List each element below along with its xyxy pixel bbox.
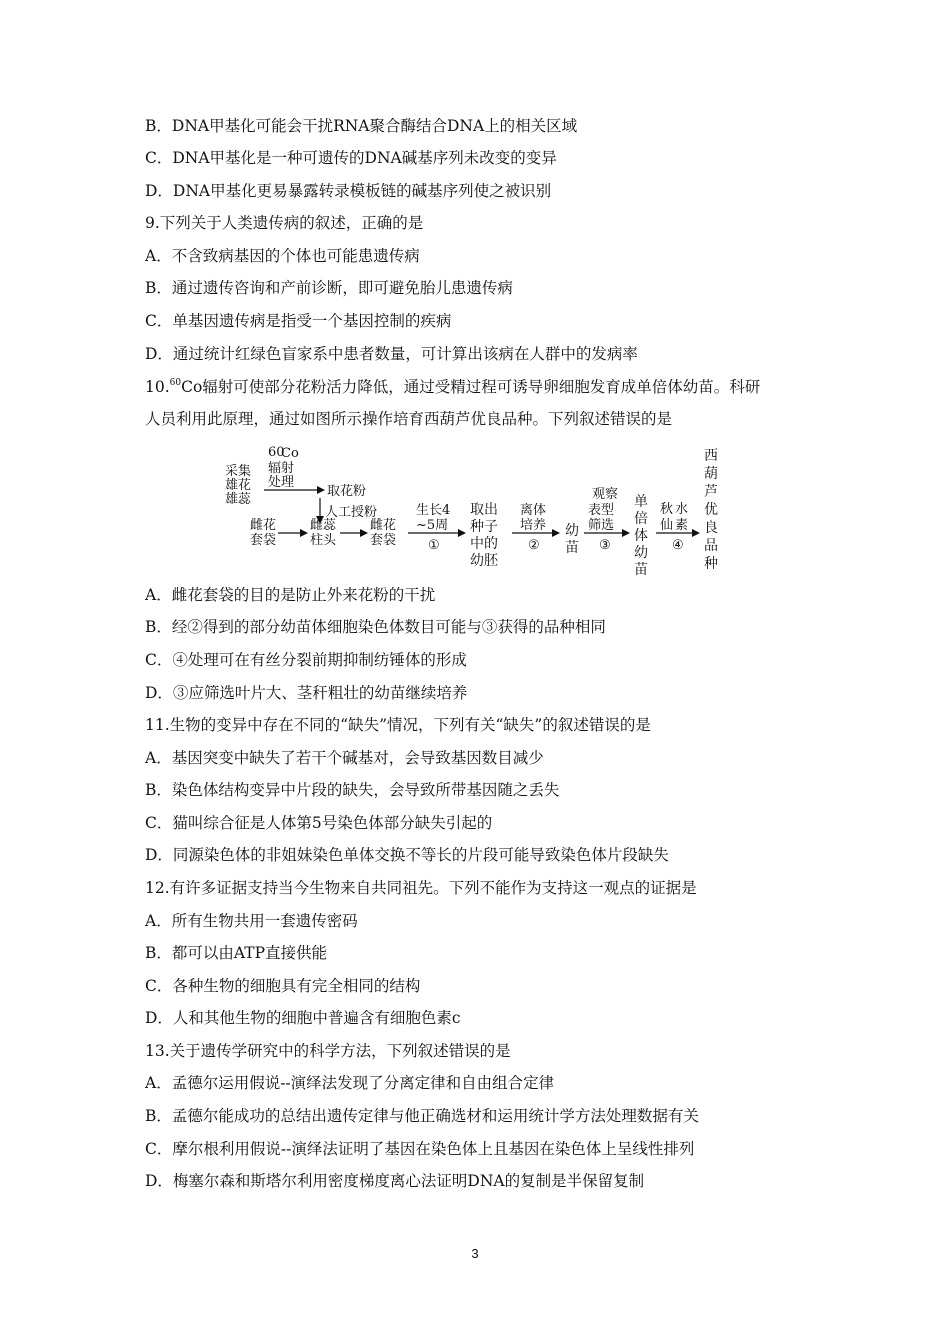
step1-c: ① — [428, 538, 440, 553]
q9-option-b: B．通过遗传咨询和产前诊断，即可避免胎儿患遗传病 — [145, 279, 513, 297]
dan-2: 倍 — [634, 511, 648, 527]
step3-a: 观察 — [592, 487, 619, 502]
q10-option-a: A．雌花套袋的目的是防止外来花粉的干扰 — [145, 586, 436, 604]
step4-e: ④ — [672, 538, 684, 553]
q9-option-d: D．通过统计红绿色盲家系中患者数量，可计算出该病在人群中的发病率 — [145, 345, 638, 363]
q8-option-c: C．DNA甲基化是一种可遗传的DNA碱基序列未改变的变异 — [145, 149, 557, 167]
step4-c: 仙 — [660, 518, 674, 533]
q10-option-b: B．经②得到的部分幼苗体细胞染色体数目可能与③获得的品种相同 — [145, 618, 606, 636]
arrow-head — [552, 529, 560, 537]
xi-4: 优 — [704, 502, 718, 518]
breeding-flow-diagram — [220, 440, 740, 585]
q9-stem: 9.下列关于人类遗传病的叙述，正确的是 — [145, 214, 424, 232]
chuli-label: 处理 — [268, 475, 295, 490]
page-number: 3 — [471, 1246, 479, 1261]
youmiao-2: 苗 — [565, 540, 579, 556]
q12-option-d: D．人和其他生物的细胞中普遍含有细胞色素c — [145, 1009, 461, 1027]
arrow-head — [300, 529, 308, 537]
arrow-head — [317, 486, 325, 494]
arrow-head — [622, 529, 630, 537]
q9-option-c: C．单基因遗传病是指受一个基因控制的疾病 — [145, 312, 452, 330]
caiji-label-3: 雄蕊 — [225, 492, 252, 507]
q8-option-b: B．DNA甲基化可能会干扰RNA聚合酶结合DNA上的相关区域 — [145, 117, 578, 135]
step3-c: 筛选 — [588, 518, 615, 533]
dan-1: 单 — [634, 494, 648, 510]
sup-60: 60 — [268, 445, 285, 460]
dan-5: 苗 — [634, 562, 648, 578]
q11-option-b: B．染色体结构变异中片段的缺失，会导致所带基因随之丢失 — [145, 781, 560, 799]
q11-option-c: C．猫叫综合征是人体第5号染色体部分缺失引起的 — [145, 814, 493, 832]
q10-option-c: C．④处理可在有丝分裂前期抑制纺锤体的形成 — [145, 651, 467, 669]
cirui-2: 柱头 — [310, 533, 337, 548]
xi-5: 良 — [704, 520, 718, 536]
caiji-label-2: 雄花 — [225, 478, 252, 493]
cihua-1b: 套袋 — [250, 533, 277, 548]
step1-b: ~5周 — [416, 518, 449, 533]
q13-stem: 13.关于遗传学研究中的科学方法，下列叙述错误的是 — [145, 1042, 511, 1060]
xi-2: 葫 — [704, 466, 718, 482]
q10-option-d: D．③应筛选叶片大、茎秆粗壮的幼苗继续培养 — [145, 684, 468, 702]
q11-stem: 11.生物的变异中存在不同的“缺失”情况，下列有关“缺失”的叙述错误的是 — [145, 716, 651, 734]
q11-option-a: A．基因突变中缺失了若干个碱基对，会导致基因数目减少 — [145, 749, 544, 767]
step2-a: 离体 — [520, 503, 547, 518]
dan-4: 幼 — [634, 545, 648, 561]
step2-c: ② — [528, 538, 540, 553]
q10-stem: 10.60Co辐射可使部分花粉活力降低，通过受精过程可诱导卵细胞发育成单倍体幼苗。科研 — [145, 378, 761, 396]
q13-option-b: B．孟德尔能成功的总结出遗传定律与他正确选材和运用统计学方法处理数据有关 — [145, 1107, 699, 1125]
arrow-head — [360, 529, 368, 537]
caiji-label-1: 采集 — [225, 464, 252, 479]
step3-d: ③ — [599, 538, 611, 553]
cirui-1: 雌蕊 — [310, 518, 337, 533]
cihua-2b: 套袋 — [370, 533, 397, 548]
arrow-head — [692, 529, 700, 537]
q12-option-b: B．都可以由ATP直接供能 — [145, 944, 328, 962]
q11-option-d: D．同源染色体的非姐妹染色单体交换不等长的片段可能导致染色体片段缺失 — [145, 846, 669, 864]
step2-b: 培养 — [520, 518, 547, 533]
quchu-1: 取出 — [470, 502, 498, 518]
fushe-label: 辐射 — [268, 461, 295, 476]
q10-stem-cont: 人员利用此原理，通过如图所示操作培育西葫芦优良品种。下列叙述错误的是 — [145, 410, 673, 428]
step3-b: 表型 — [588, 503, 615, 518]
step4-a: 水 — [675, 502, 689, 517]
cihua-2a: 雌花 — [370, 518, 397, 533]
xi-1: 西 — [704, 448, 718, 464]
cihua-1a: 雌花 — [250, 518, 277, 533]
q8-option-d: D．DNA甲基化更易暴露转录模板链的碱基序列使之被识别 — [145, 182, 552, 200]
xi-7: 种 — [704, 556, 718, 572]
quchu-3: 中的 — [470, 536, 498, 552]
xi-6: 品 — [704, 538, 718, 554]
quchu-4: 幼胚 — [470, 553, 498, 569]
step4-d: 素 — [675, 518, 689, 533]
q13-option-d: D．梅塞尔森和斯塔尔利用密度梯度离心法证明DNA的复制是半保留复制 — [145, 1172, 645, 1190]
rengong-label: 人工授粉 — [325, 505, 378, 520]
quchu-2: 种子 — [470, 519, 498, 535]
co-label: Co — [281, 446, 299, 461]
q12-option-a: A．所有生物共用一套遗传密码 — [145, 912, 358, 930]
q13-option-a: A．孟德尔运用假说--演绎法发现了分离定律和自由组合定律 — [145, 1074, 555, 1092]
quhuafen-label: 取花粉 — [327, 484, 367, 499]
arrow-head — [458, 529, 466, 537]
youmiao-1: 幼 — [565, 523, 579, 539]
q13-option-c: C．摩尔根利用假说--演绎法证明了基因在染色体上且基因在染色体上呈线性排列 — [145, 1140, 695, 1158]
xi-3: 芦 — [704, 484, 718, 500]
dan-3: 体 — [634, 528, 648, 544]
step1-a: 生长4 — [416, 503, 451, 518]
q12-option-c: C．各种生物的细胞具有完全相同的结构 — [145, 977, 421, 995]
step4-b: 秋 — [660, 502, 674, 517]
q12-stem: 12.有许多证据支持当今生物来自共同祖先。下列不能作为支持这一观点的证据是 — [145, 879, 697, 897]
q9-option-a: A．不含致病基因的个体也可能患遗传病 — [145, 247, 420, 265]
